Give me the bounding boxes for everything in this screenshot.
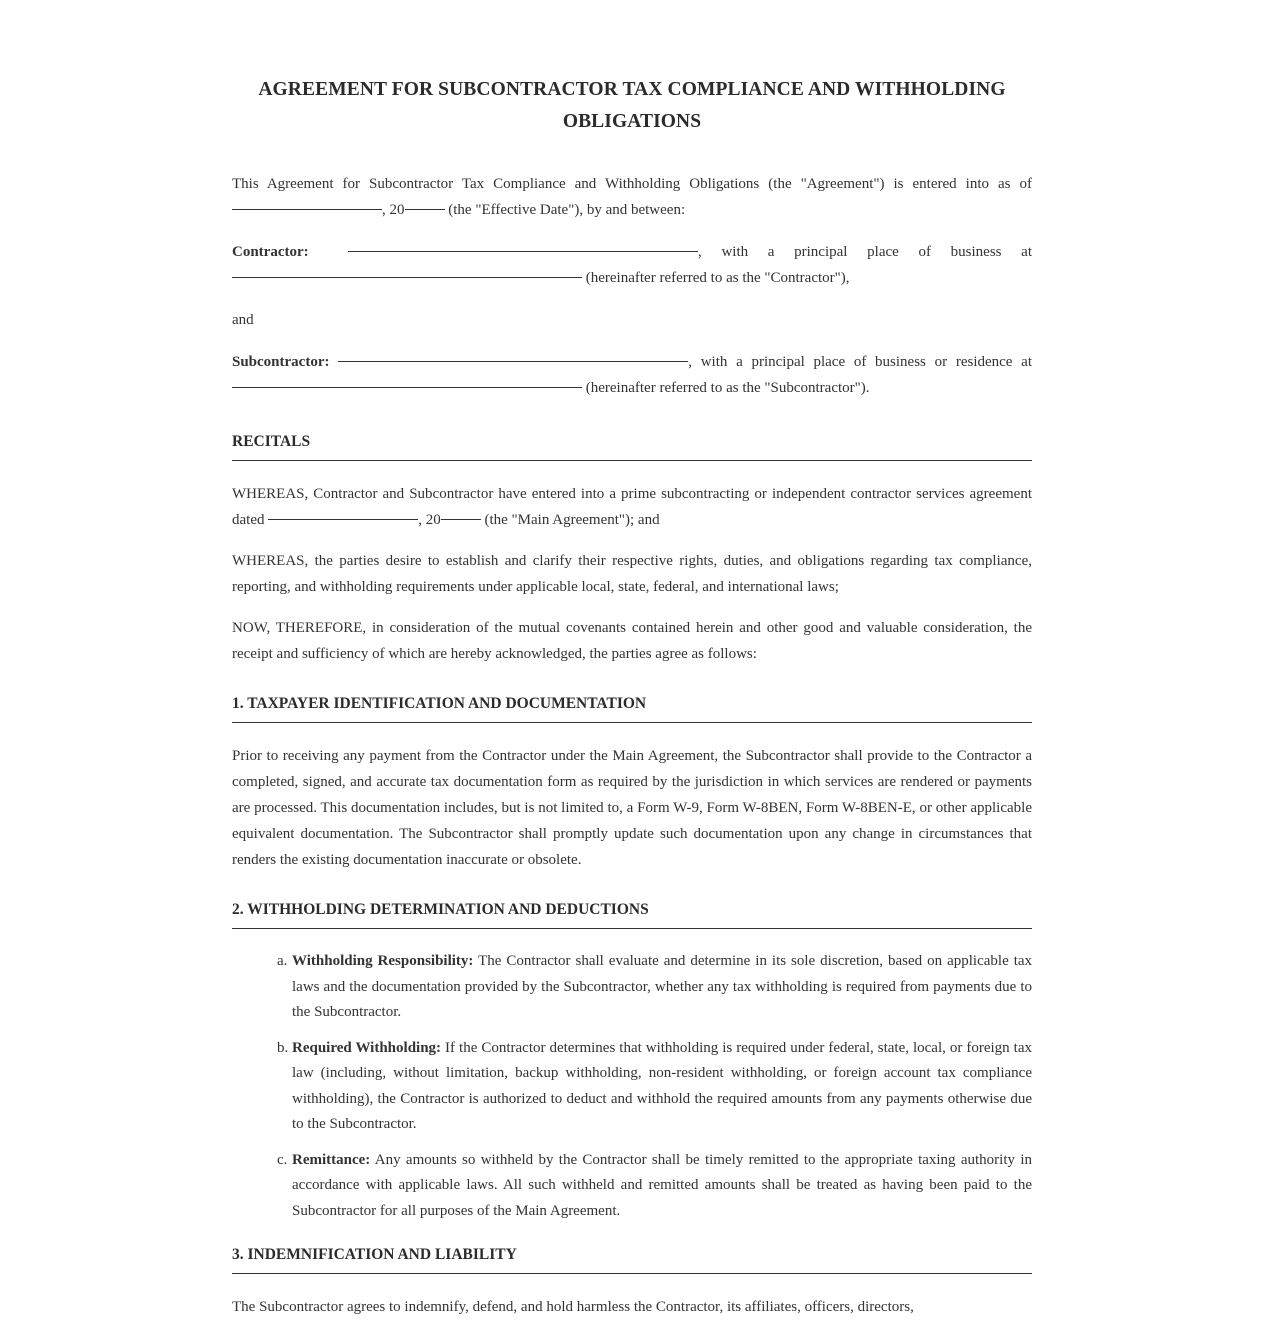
section-3-body: The Subcontractor agrees to indemnify, defend, and hold harmless the Contractor, its affiliates, officers, directors, [232, 1299, 914, 1315]
subcontractor-paragraph [232, 349, 1032, 401]
section-2-list [232, 949, 1032, 1224]
list-item-label: Required Withholding: [292, 1039, 442, 1056]
effective-date-blank[interactable] [232, 208, 382, 210]
contractor-address-blank[interactable] [232, 276, 582, 278]
list-marker: a. [277, 953, 288, 969]
document-title: AGREEMENT FOR SUBCONTRACTOR TAX COMPLIANCE AND WITHHOLDING OBLIGATIONS [258, 79, 1006, 132]
whereas1-year-prefix: , 20 [418, 512, 441, 528]
contractor-paragraph [232, 239, 1032, 291]
whereas-paragraph-1 [232, 481, 1032, 533]
whereas1-text-before: WHEREAS, Contractor and Subcontractor have entered into a prime subcontracting or independent contractor services agreement dated [232, 486, 1032, 528]
list-item [277, 949, 1033, 1026]
subcontractor-address-blank[interactable] [232, 386, 582, 388]
section-1-heading: 1. TAXPAYER IDENTIFICATION AND DOCUMENTATION [232, 693, 1032, 723]
list-item-text: The Contractor shall evaluate and determine in its sole discretion, based on applicable tax laws and the documentation provided by the Subcontractor, whether any tax withholding is required from payments due to the Subcontractor. [292, 953, 1033, 1020]
main-agreement-year-blank[interactable] [441, 518, 481, 520]
subcontractor-name-blank[interactable] [338, 360, 688, 362]
whereas-paragraph-2: WHEREAS, the parties desire to establish and clarify their respective rights, duties, and obligations regarding tax compliance, reporting, and withholding requirements under applicable local, state, federal, and international laws; [232, 553, 1032, 595]
list-marker: b. [277, 1039, 289, 1056]
whereas1-text-after: (the "Main Agreement"); and [484, 512, 660, 528]
intro-year-prefix: , 20 [382, 202, 405, 218]
section-2-heading: 2. WITHHOLDING DETERMINATION AND DEDUCTIONS [232, 899, 1032, 929]
main-agreement-date-blank[interactable] [268, 518, 418, 520]
contractor-name-blank[interactable] [348, 250, 698, 252]
recitals-heading: RECITALS [232, 431, 1032, 461]
section-3-heading: 3. INDEMNIFICATION AND LIABILITY [232, 1244, 1032, 1274]
list-item-text: If the Contractor determines that withholding is required under federal, state, local, or foreign tax law (including, without limitation, backup withholding, non-resident withholding, or foreign account tax compliance withholding), the Contractor is authorized to deduct and withhold the required amounts from any payments otherwise due to the Subcontractor. [292, 1039, 1032, 1132]
contractor-label: Contractor: [232, 244, 309, 260]
list-marker: c. [277, 1151, 288, 1168]
list-item-label: Remittance: [292, 1151, 371, 1168]
list-item-label: Withholding Responsibility: [292, 953, 474, 969]
now-therefore-paragraph: NOW, THEREFORE, in consideration of the mutual covenants contained herein and other good and valuable consideration, the receipt and sufficiency of which are hereby acknowledged, the parties agree as follows: [232, 620, 1032, 662]
list-item-text: Any amounts so withheld by the Contractor shall be timely remitted to the appropriate taxing authority in accordance with applicable laws. All such withheld and remitted amounts shall be treated as having been paid to the Subcontractor for all purposes of the Main Agreement. [292, 1151, 1032, 1219]
document-page [232, 0, 1032, 1320]
and-word: and [232, 312, 254, 328]
list-item [277, 1036, 1032, 1138]
subcontractor-label: Subcontractor: [232, 354, 330, 370]
subcontractor-text-mid: , with a principal place of business or residence at [688, 354, 1032, 370]
contractor-text-end: (hereinafter referred to as the "Contractor"), [585, 270, 850, 286]
contractor-text-mid: , with a principal place of business at [698, 244, 1033, 260]
subcontractor-text-end: (hereinafter referred to as the "Subcontractor"). [585, 380, 870, 396]
section-1-body: Prior to receiving any payment from the Contractor under the Main Agreement, the Subcontractor shall provide to the Contractor a completed, signed, and accurate tax documentation form as required by the jurisdiction in which services are rendered or payments are processed. This documentation includes, but is not limited to, a Form W-9, Form W-8BEN, Form W-8BEN-E, or other applicable equivalent documentation. The Subcontractor shall promptly update such documentation upon any change in circumstances that renders the existing documentation inaccurate or obsolete. [232, 748, 1032, 868]
intro-text-after: (the "Effective Date"), by and between: [448, 202, 686, 218]
list-item [277, 1148, 1032, 1225]
intro-text-before: This Agreement for Subcontractor Tax Compliance and Withholding Obligations (the "Agreement") is entered into as of [232, 176, 1032, 192]
effective-year-blank[interactable] [405, 208, 445, 210]
intro-paragraph [232, 171, 1032, 223]
